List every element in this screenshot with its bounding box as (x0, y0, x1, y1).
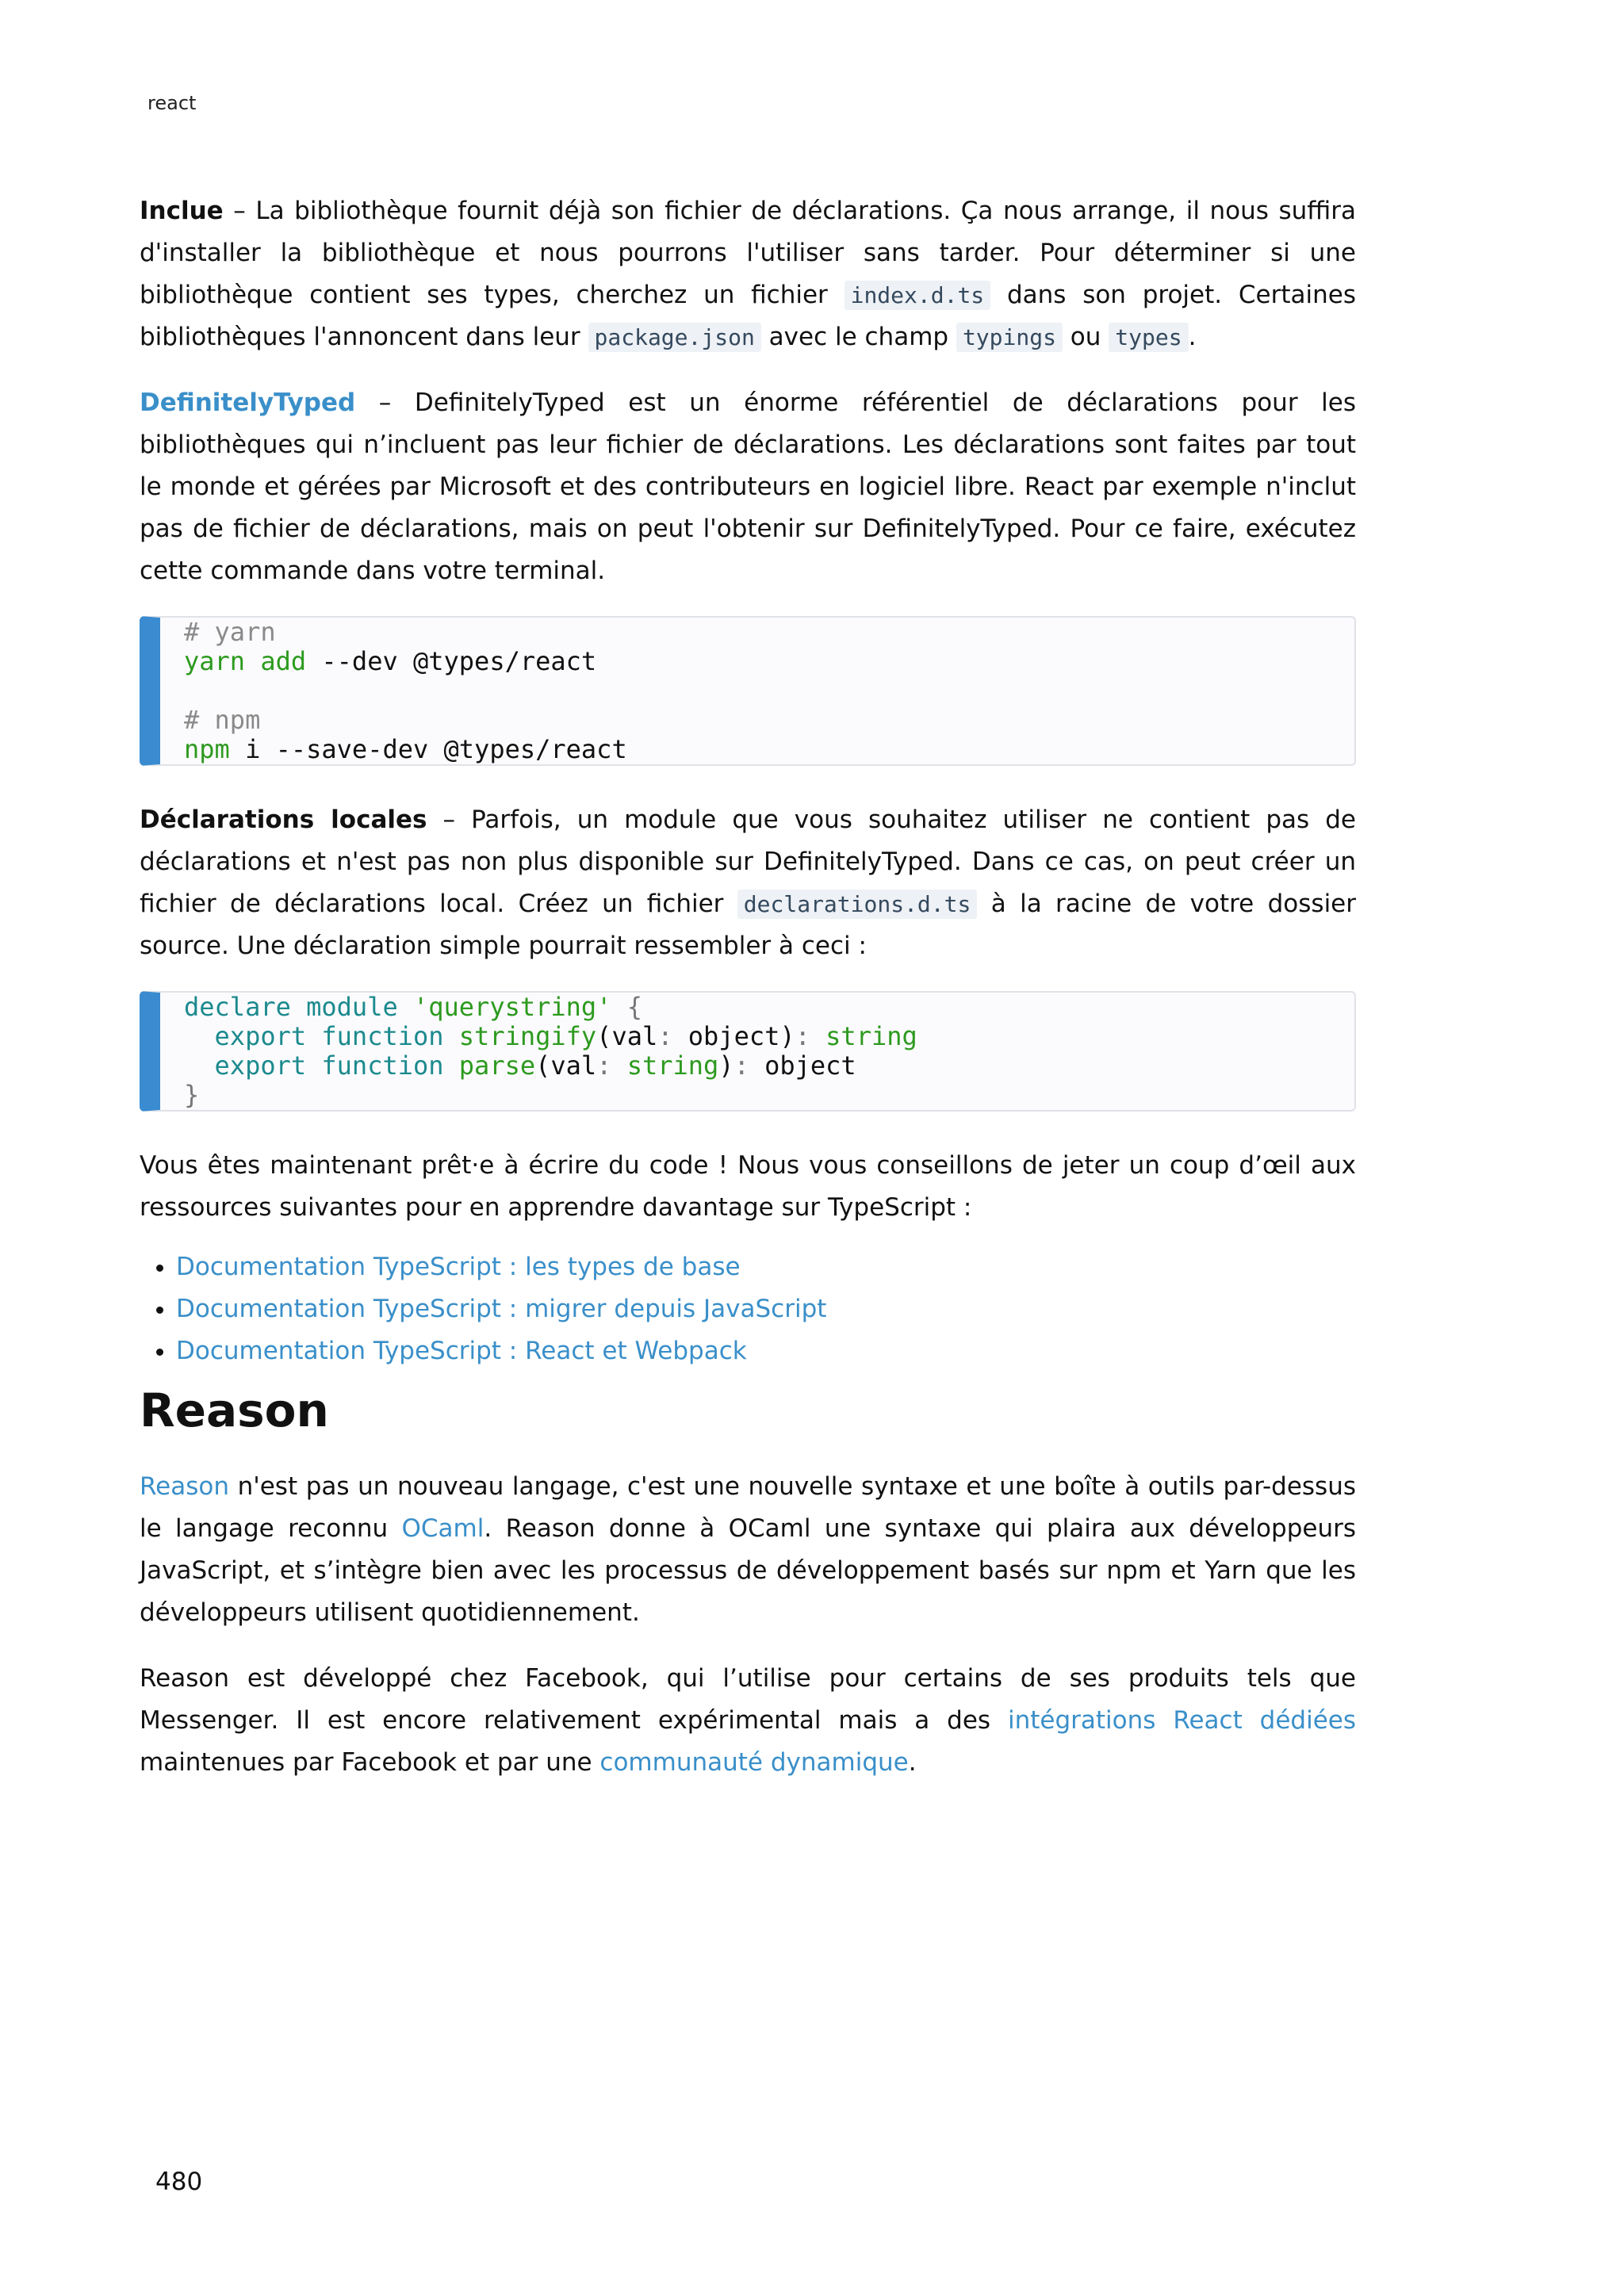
paragraph-maintenant: Vous êtes maintenant prêt·e à écrire du code ! Nous vous conseillons de jeter un coup d’œil aux ressources suivantes pour en apprendre davantage sur TypeScript : (140, 1151, 1356, 1222)
term-inclue: Inclue (140, 197, 224, 225)
inline-code-typings: typings (956, 323, 1063, 352)
resource-link[interactable]: Documentation TypeScript : migrer depuis JavaScript (176, 1295, 827, 1323)
code-token: parse (458, 1050, 536, 1081)
paragraph-declarations-locales (140, 799, 1356, 967)
inline-code-index-dts: index.d.ts (845, 281, 991, 310)
text: – La bibliothèque fournit déjà son fichier de déclarations. Ça nous arrange, il nous suffira d'installer la bibliothèque et nous pourrons l'utiliser sans tarder. Pour déterminer si une bibliothèque contient ses types, cherchez un fichier (140, 197, 1356, 309)
code-token: : (657, 1021, 673, 1051)
text: ou (1062, 323, 1109, 351)
code-token: object (749, 1050, 856, 1081)
text: à la racine de votre dossier source. Une déclaration simple pourrait ressembler à ceci : (140, 890, 1356, 960)
code-block-declaration (140, 991, 1356, 1112)
term-definitelytyped-link[interactable]: DefinitelyTyped (140, 388, 356, 417)
resource-list (140, 1246, 1356, 1372)
paragraph-inclue (140, 190, 1356, 358)
code-token: yarn add (184, 646, 307, 676)
code-token: declare module (184, 992, 398, 1022)
code-token: { (611, 992, 642, 1022)
inline-code-types: types (1109, 323, 1188, 352)
text: . (1188, 323, 1197, 351)
code-token: ( (535, 1050, 551, 1081)
code-line (184, 1051, 1354, 1081)
page-number: 480 (155, 2168, 203, 2196)
code-token: object (672, 1021, 780, 1051)
reason-link[interactable]: Reason (140, 1472, 229, 1501)
term-declarations-locales: Déclarations locales (140, 806, 427, 834)
code-token: npm (184, 734, 230, 764)
text: . Reason donne à OCaml une syntaxe qui plaira aux développeurs JavaScript, et s’intègre bien avec les processus de développement basés sur npm et Yarn que les développeurs utilisent quotidiennement. (140, 1514, 1356, 1627)
community-link[interactable]: communauté dynamique (599, 1748, 909, 1777)
code-line (184, 647, 1354, 676)
text: dans son projet. Certaines bibliothèques l'annoncent dans leur (140, 281, 1357, 351)
resource-link[interactable]: Documentation TypeScript : React et Webpack (176, 1337, 747, 1365)
code-line-blank (184, 676, 1354, 706)
code-line: } (184, 1080, 200, 1110)
text: n'est pas un nouveau langage, c'est une nouvelle syntaxe et une boîte à outils par-dessus le langage reconnu (140, 1472, 1356, 1543)
react-integrations-link[interactable]: intégrations React dédiées (1008, 1706, 1356, 1735)
list-item (176, 1246, 1356, 1288)
code-token: 'querystring' (412, 992, 612, 1022)
code-token: : (795, 1021, 810, 1051)
paragraph-reason-2 (140, 1658, 1356, 1784)
code-line: # npm (184, 705, 261, 735)
code-token: val (611, 1021, 658, 1051)
resource-link[interactable]: Documentation TypeScript : les types de base (176, 1253, 741, 1281)
list-item (176, 1330, 1356, 1372)
code-token: : (596, 1050, 612, 1081)
code-token: export function (214, 1050, 444, 1081)
text: Reason est développé chez Facebook, qui l’utilise pour certains de ses produits tels que Messenger. Il est encore relativement expérimental mais a des (140, 1664, 1356, 1735)
paragraph-reason-1 (140, 1466, 1356, 1634)
ocaml-link[interactable]: OCaml (401, 1514, 485, 1543)
code-token: ( (596, 1021, 612, 1051)
inline-code-package-json: package.json (588, 323, 761, 352)
code-line: # yarn (184, 617, 276, 647)
paragraph-definitelytyped (140, 382, 1356, 592)
section-title: Reason (140, 1383, 329, 1437)
code-token: stringify (458, 1021, 597, 1051)
code-line (184, 735, 1354, 764)
code-token: val (550, 1050, 597, 1081)
text: . (908, 1748, 917, 1777)
code-token: ) (779, 1021, 795, 1051)
text: maintenues par Facebook et par une (140, 1748, 600, 1777)
text: avec le champ (760, 323, 956, 351)
code-line (184, 1022, 1354, 1051)
code-token: string (611, 1050, 719, 1081)
code-token: i --save-dev @types/react (229, 734, 627, 764)
text: – DefinitelyTyped est un énorme référentiel de déclarations pour les bibliothèques qui n’incluent pas leur fichier de déclarations. Les déclarations sont faites par tout le monde et gérées par Microsoft et des contributeurs en logiciel libre. React par exemple n'inclut pas de fichier de déclarations, mais on peut l'obtenir sur DefinitelyTyped. Pour ce faire, exécutez cette commande dans votre terminal. (140, 388, 1356, 585)
text: – Parfois, un module que vous souhaitez utiliser ne contient pas de déclarations et n'est pas non plus disponible sur DefinitelyTyped. Dans ce cas, on peut créer un fichier de déclarations local. Créez un fichier (140, 806, 1356, 918)
list-item (176, 1288, 1356, 1330)
code-token: export function (214, 1021, 444, 1051)
code-token: --dev @types/react (306, 646, 597, 676)
code-token: ) (718, 1050, 734, 1081)
code-token: : (733, 1050, 749, 1081)
code-token: string (810, 1021, 917, 1051)
inline-code-declarations-dts: declarations.d.ts (737, 890, 978, 919)
code-block-install (140, 616, 1356, 766)
page-content (140, 190, 1356, 1808)
code-line (184, 993, 1354, 1022)
running-header: react (147, 92, 197, 114)
